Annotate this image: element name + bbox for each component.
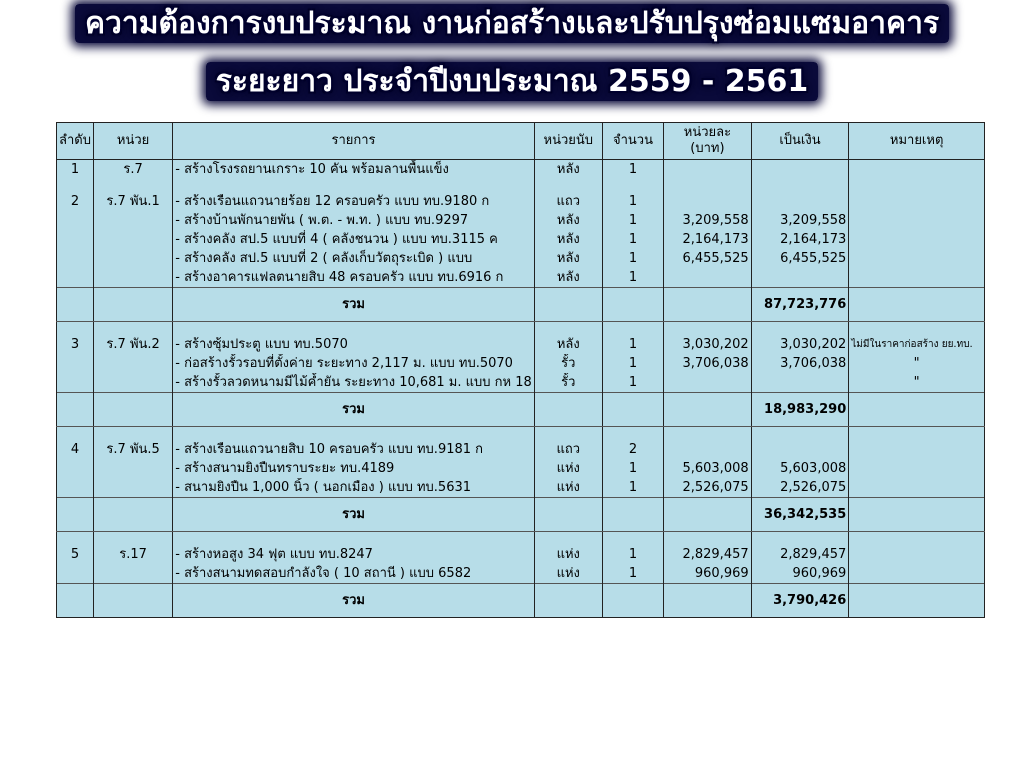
row-unit xyxy=(93,249,172,268)
table-row xyxy=(57,564,985,584)
total-no xyxy=(57,584,94,618)
row-count-unit: แห่ง xyxy=(534,545,602,564)
spacer-cell xyxy=(751,532,849,546)
row-note xyxy=(849,478,985,498)
row-item: - สร้างบ้านพักนายพัน ( พ.ต. - พ.ท. ) แบบ ทบ.9297 xyxy=(173,211,535,230)
total-no xyxy=(57,288,94,322)
row-no xyxy=(57,354,94,373)
row-unit: ร.7 พัน.2 xyxy=(93,335,172,354)
row-count-unit: หลัง xyxy=(534,335,602,354)
row-qty: 1 xyxy=(602,268,663,288)
spacer-cell xyxy=(173,179,535,192)
total-unit-price xyxy=(664,498,751,532)
table-row xyxy=(57,335,985,354)
title-line-2 xyxy=(0,62,1024,102)
table-row xyxy=(57,192,985,211)
total-label: รวม xyxy=(173,393,535,427)
table-row xyxy=(57,211,985,230)
table-row xyxy=(57,230,985,249)
total-note xyxy=(849,498,985,532)
spacer-row xyxy=(57,322,985,336)
row-no xyxy=(57,459,94,478)
row-item: - สร้างอาคารแฟลตนายสิบ 48 ครอบครัว แบบ ทบ.6916 ก xyxy=(173,268,535,288)
table-row xyxy=(57,440,985,459)
table-row xyxy=(57,459,985,478)
row-no xyxy=(57,230,94,249)
total-unit xyxy=(93,584,172,618)
row-item: - สร้างหอสูง 34 ฟุต แบบ ทบ.8247 xyxy=(173,545,535,564)
row-amount xyxy=(751,160,849,180)
budget-table xyxy=(56,122,985,618)
row-amount: 2,526,075 xyxy=(751,478,849,498)
row-no xyxy=(57,373,94,393)
total-row xyxy=(57,393,985,427)
row-count-unit: รั้ว xyxy=(534,373,602,393)
row-unit xyxy=(93,459,172,478)
row-amount: 6,455,525 xyxy=(751,249,849,268)
row-note xyxy=(849,160,985,180)
spacer-row xyxy=(57,179,985,192)
total-amount: 87,723,776 xyxy=(751,288,849,322)
spacer-cell xyxy=(93,427,172,441)
header-unit-price: หน่วยละ (บาท) xyxy=(664,123,751,160)
row-qty: 1 xyxy=(602,545,663,564)
total-count-unit xyxy=(534,393,602,427)
row-count-unit: หลัง xyxy=(534,268,602,288)
row-unit xyxy=(93,211,172,230)
spacer-cell xyxy=(751,322,849,336)
row-item: - สร้างเรือนแถวนายร้อย 12 ครอบครัว แบบ ทบ.9180 ก xyxy=(173,192,535,211)
row-no: 5 xyxy=(57,545,94,564)
table-row xyxy=(57,373,985,393)
total-unit-price xyxy=(664,393,751,427)
spacer-cell xyxy=(57,532,94,546)
row-qty: 1 xyxy=(602,230,663,249)
row-amount: 3,030,202 xyxy=(751,335,849,354)
title-line-1-text: ความต้องการงบประมาณ งานก่อสร้างและปรับปรุงซ่อมแซมอาคาร xyxy=(75,4,949,43)
header-qty: จำนวน xyxy=(602,123,663,160)
row-amount: 2,164,173 xyxy=(751,230,849,249)
row-note xyxy=(849,459,985,478)
row-unit xyxy=(93,564,172,584)
row-qty: 1 xyxy=(602,192,663,211)
spacer-cell xyxy=(849,179,985,192)
spacer-cell xyxy=(602,427,663,441)
row-unit-price xyxy=(664,192,751,211)
row-unit: ร.17 xyxy=(93,545,172,564)
row-item: - สนามยิงปืน 1,000 นิ้ว ( นอกเมือง ) แบบ ทบ.5631 xyxy=(173,478,535,498)
row-note xyxy=(849,230,985,249)
row-unit: ร.7 พัน.5 xyxy=(93,440,172,459)
total-label: รวม xyxy=(173,498,535,532)
row-count-unit: แห่ง xyxy=(534,459,602,478)
row-count-unit: หลัง xyxy=(534,211,602,230)
spacer-cell xyxy=(849,322,985,336)
row-unit-price: 960,969 xyxy=(664,564,751,584)
row-amount: 3,706,038 xyxy=(751,354,849,373)
title-line-2-text: ระยะยาว ประจำปีงบประมาณ 2559 - 2561 xyxy=(206,62,819,101)
row-item: - สร้างคลัง สป.5 แบบที่ 4 ( คลังชนวน ) แบบ ทบ.3115 ค xyxy=(173,230,535,249)
row-no: 4 xyxy=(57,440,94,459)
row-item: - สร้างคลัง สป.5 แบบที่ 2 ( คลังเก็บวัตถุระเบิด ) แบบ xyxy=(173,249,535,268)
header-item: รายการ xyxy=(173,123,535,160)
row-note: ไม่มีในราคาก่อสร้าง ยย.ทบ. xyxy=(849,335,985,354)
header-unit: หน่วย xyxy=(93,123,172,160)
row-no xyxy=(57,211,94,230)
total-note xyxy=(849,584,985,618)
row-item: - สร้างรั้วลวดหนามมีไม้ค้ำยัน ระยะทาง 10,681 ม. แบบ กห 18 xyxy=(173,373,535,393)
row-no xyxy=(57,478,94,498)
total-count-unit xyxy=(534,288,602,322)
row-unit: ร.7 xyxy=(93,160,172,180)
row-count-unit: แห่ง xyxy=(534,478,602,498)
row-unit-price: 3,706,038 xyxy=(664,354,751,373)
row-amount xyxy=(751,268,849,288)
spacer-cell xyxy=(534,322,602,336)
row-no xyxy=(57,564,94,584)
total-qty xyxy=(602,584,663,618)
row-no xyxy=(57,268,94,288)
total-amount: 18,983,290 xyxy=(751,393,849,427)
total-unit xyxy=(93,498,172,532)
spacer-cell xyxy=(602,322,663,336)
spacer-row xyxy=(57,532,985,546)
row-unit-price xyxy=(664,160,751,180)
row-unit-price xyxy=(664,268,751,288)
table-row xyxy=(57,545,985,564)
row-unit xyxy=(93,268,172,288)
table-row xyxy=(57,249,985,268)
row-note xyxy=(849,440,985,459)
table-row xyxy=(57,160,985,180)
total-amount: 36,342,535 xyxy=(751,498,849,532)
table-row xyxy=(57,268,985,288)
total-note xyxy=(849,288,985,322)
total-row xyxy=(57,584,985,618)
row-amount: 3,209,558 xyxy=(751,211,849,230)
table-row xyxy=(57,478,985,498)
table-row xyxy=(57,354,985,373)
row-note xyxy=(849,564,985,584)
header-count-unit: หน่วยนับ xyxy=(534,123,602,160)
row-unit xyxy=(93,478,172,498)
spacer-row xyxy=(57,427,985,441)
total-no xyxy=(57,393,94,427)
spacer-cell xyxy=(173,427,535,441)
total-qty xyxy=(602,288,663,322)
spacer-cell xyxy=(849,532,985,546)
title-line-1 xyxy=(0,4,1024,44)
total-no xyxy=(57,498,94,532)
row-qty: 1 xyxy=(602,564,663,584)
row-unit xyxy=(93,354,172,373)
row-note xyxy=(849,545,985,564)
row-unit-price: 2,829,457 xyxy=(664,545,751,564)
spacer-cell xyxy=(93,322,172,336)
spacer-cell xyxy=(173,532,535,546)
row-amount xyxy=(751,440,849,459)
row-amount xyxy=(751,373,849,393)
row-item: - สร้างสนามทดสอบกำลังใจ ( 10 สถานี ) แบบ 6582 xyxy=(173,564,535,584)
spacer-cell xyxy=(664,427,751,441)
row-item: - ก่อสร้างรั้วรอบที่ตั้งค่าย ระยะทาง 2,117 ม. แบบ ทบ.5070 xyxy=(173,354,535,373)
row-no: 3 xyxy=(57,335,94,354)
row-count-unit: รั้ว xyxy=(534,354,602,373)
row-count-unit: หลัง xyxy=(534,160,602,180)
row-count-unit: หลัง xyxy=(534,230,602,249)
row-no: 1 xyxy=(57,160,94,180)
spacer-cell xyxy=(534,532,602,546)
row-amount xyxy=(751,192,849,211)
header-row xyxy=(57,123,985,160)
row-qty: 1 xyxy=(602,249,663,268)
total-row xyxy=(57,498,985,532)
row-unit-price: 5,603,008 xyxy=(664,459,751,478)
spacer-cell xyxy=(664,179,751,192)
row-note xyxy=(849,211,985,230)
total-count-unit xyxy=(534,584,602,618)
spacer-cell xyxy=(93,532,172,546)
row-note xyxy=(849,268,985,288)
spacer-cell xyxy=(57,322,94,336)
row-note: " xyxy=(849,373,985,393)
row-qty: 1 xyxy=(602,459,663,478)
header-amount: เป็นเงิน xyxy=(751,123,849,160)
row-unit xyxy=(93,230,172,249)
total-unit-price xyxy=(664,288,751,322)
row-count-unit: หลัง xyxy=(534,249,602,268)
row-qty: 2 xyxy=(602,440,663,459)
spacer-cell xyxy=(664,532,751,546)
row-qty: 1 xyxy=(602,478,663,498)
row-unit: ร.7 พัน.1 xyxy=(93,192,172,211)
total-unit-price xyxy=(664,584,751,618)
row-note xyxy=(849,249,985,268)
total-label: รวม xyxy=(173,288,535,322)
total-unit xyxy=(93,288,172,322)
row-count-unit: แถว xyxy=(534,192,602,211)
row-unit-price: 2,164,173 xyxy=(664,230,751,249)
spacer-cell xyxy=(173,322,535,336)
row-qty: 1 xyxy=(602,373,663,393)
spacer-cell xyxy=(93,179,172,192)
spacer-cell xyxy=(751,179,849,192)
row-no xyxy=(57,249,94,268)
row-unit-price: 3,030,202 xyxy=(664,335,751,354)
row-qty: 1 xyxy=(602,354,663,373)
row-amount: 2,829,457 xyxy=(751,545,849,564)
row-qty: 1 xyxy=(602,335,663,354)
spacer-cell xyxy=(534,179,602,192)
total-label: รวม xyxy=(173,584,535,618)
total-qty xyxy=(602,498,663,532)
row-item: - สร้างโรงรถยานเกราะ 10 คัน พร้อมลานพื้นแข็ง xyxy=(173,160,535,180)
row-count-unit: แห่ง xyxy=(534,564,602,584)
row-unit-price: 6,455,525 xyxy=(664,249,751,268)
row-unit-price xyxy=(664,440,751,459)
total-qty xyxy=(602,393,663,427)
spacer-cell xyxy=(57,427,94,441)
spacer-cell xyxy=(849,427,985,441)
row-amount: 960,969 xyxy=(751,564,849,584)
budget-table-body xyxy=(57,123,985,618)
spacer-cell xyxy=(534,427,602,441)
spacer-cell xyxy=(751,427,849,441)
row-item: - สร้างสนามยิงปืนทราบระยะ ทบ.4189 xyxy=(173,459,535,478)
row-unit-price: 2,526,075 xyxy=(664,478,751,498)
row-amount: 5,603,008 xyxy=(751,459,849,478)
spacer-cell xyxy=(602,532,663,546)
spacer-cell xyxy=(602,179,663,192)
row-qty: 1 xyxy=(602,211,663,230)
total-row xyxy=(57,288,985,322)
total-note xyxy=(849,393,985,427)
row-qty: 1 xyxy=(602,160,663,180)
spacer-cell xyxy=(664,322,751,336)
row-count-unit: แถว xyxy=(534,440,602,459)
row-note: " xyxy=(849,354,985,373)
row-unit-price xyxy=(664,373,751,393)
row-no: 2 xyxy=(57,192,94,211)
total-amount: 3,790,426 xyxy=(751,584,849,618)
spacer-cell xyxy=(57,179,94,192)
row-item: - สร้างเรือนแถวนายสิบ 10 ครอบครัว แบบ ทบ.9181 ก xyxy=(173,440,535,459)
row-unit xyxy=(93,373,172,393)
row-note xyxy=(849,192,985,211)
header-no: ลำดับ xyxy=(57,123,94,160)
row-unit-price: 3,209,558 xyxy=(664,211,751,230)
total-count-unit xyxy=(534,498,602,532)
header-note: หมายเหตุ xyxy=(849,123,985,160)
row-item: - สร้างซุ้มประตู แบบ ทบ.5070 xyxy=(173,335,535,354)
total-unit xyxy=(93,393,172,427)
